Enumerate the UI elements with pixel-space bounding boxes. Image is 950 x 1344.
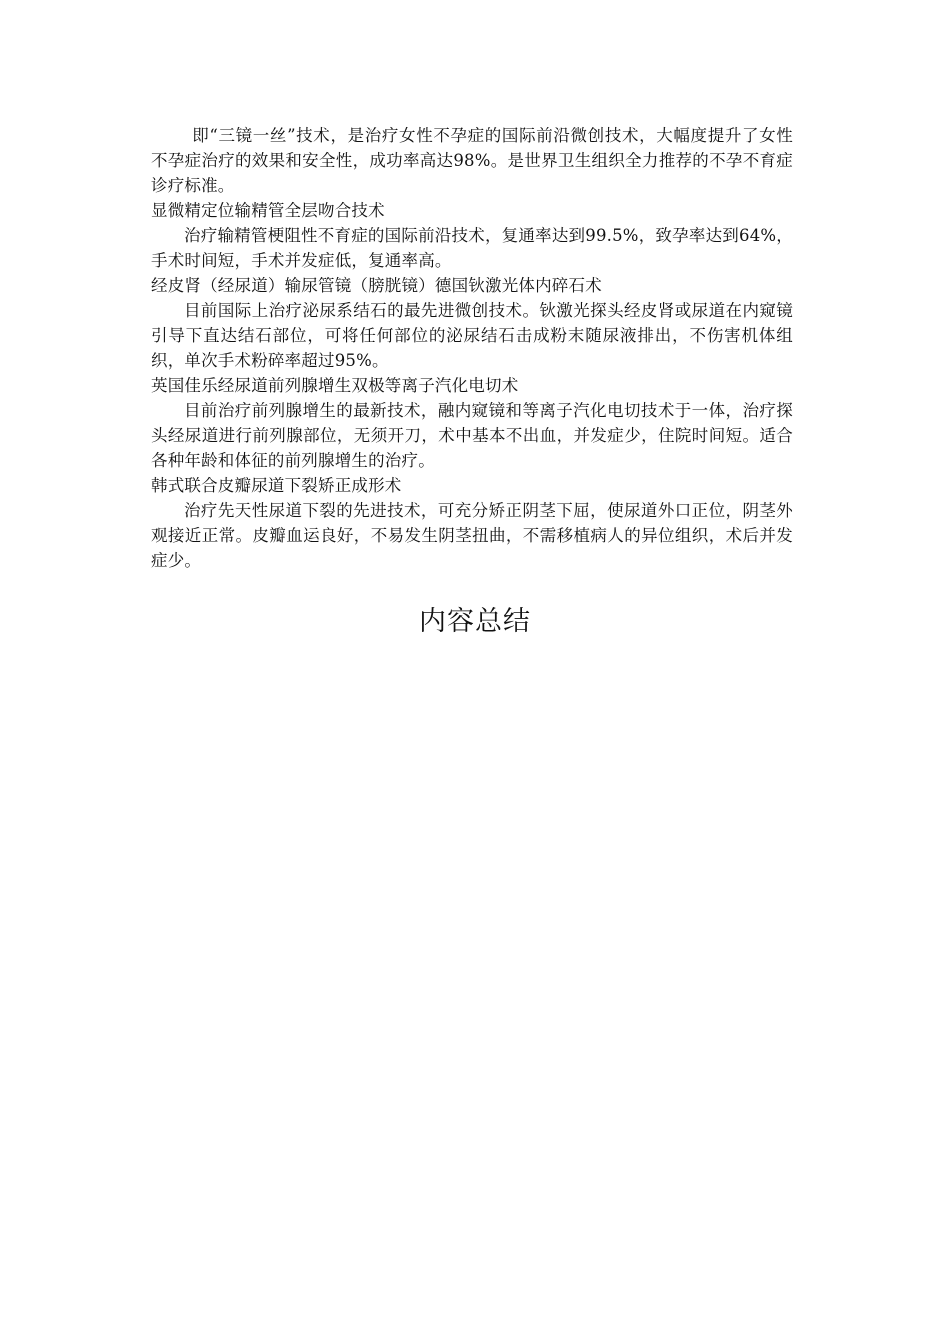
section-paragraph: 目前国际上治疗泌尿系结石的最先进微创技术。钬激光探头经皮肾或尿道在内窥镜引导下直达结石部位，可将任何部位的泌尿结石击成粉末随尿液排出，不伤害机体组织，单次手术粉碎率超过95%。 xyxy=(151,301,793,370)
section-heading: 英国佳乐经尿道前列腺增生双极等离子汽化电切术 xyxy=(151,376,519,395)
document-body xyxy=(151,123,793,573)
section-paragraph: 目前治疗前列腺增生的最新技术，融内窥镜和等离子汽化电切技术于一体，治疗探头经尿道进行前列腺部位，无须开刀，术中基本不出血，并发症少，住院时间短。适合各种年龄和体征的前列腺增生的治疗。 xyxy=(151,401,793,470)
section-paragraph: 治疗输精管梗阻性不育症的国际前沿技术，复通率达到99.5%，致孕率达到64%，手术时间短，手术并发症低，复通率高。 xyxy=(151,226,793,270)
summary-title: 内容总结 xyxy=(419,606,531,637)
section-heading: 经皮肾（经尿道）输尿管镜（膀胱镜）德国钬激光体内碎石术 xyxy=(151,276,602,295)
section-paragraph: 治疗先天性尿道下裂的先进技术，可充分矫正阴茎下屈，使尿道外口正位，阴茎外观接近正常。皮瓣血运良好，不易发生阴茎扭曲，不需移植病人的异位组织，术后并发症少。 xyxy=(151,501,793,570)
section-heading: 韩式联合皮瓣尿道下裂矫正成形术 xyxy=(151,476,402,495)
section-heading: 显微精定位输精管全层吻合技术 xyxy=(151,201,385,220)
intro-paragraph: 即“三镜一丝”技术，是治疗女性不孕症的国际前沿微创技术，大幅度提升了女性不孕症治疗的效果和安全性，成功率高达98%。是世界卫生组织全力推荐的不孕不育症诊疗标准。 xyxy=(151,126,793,195)
